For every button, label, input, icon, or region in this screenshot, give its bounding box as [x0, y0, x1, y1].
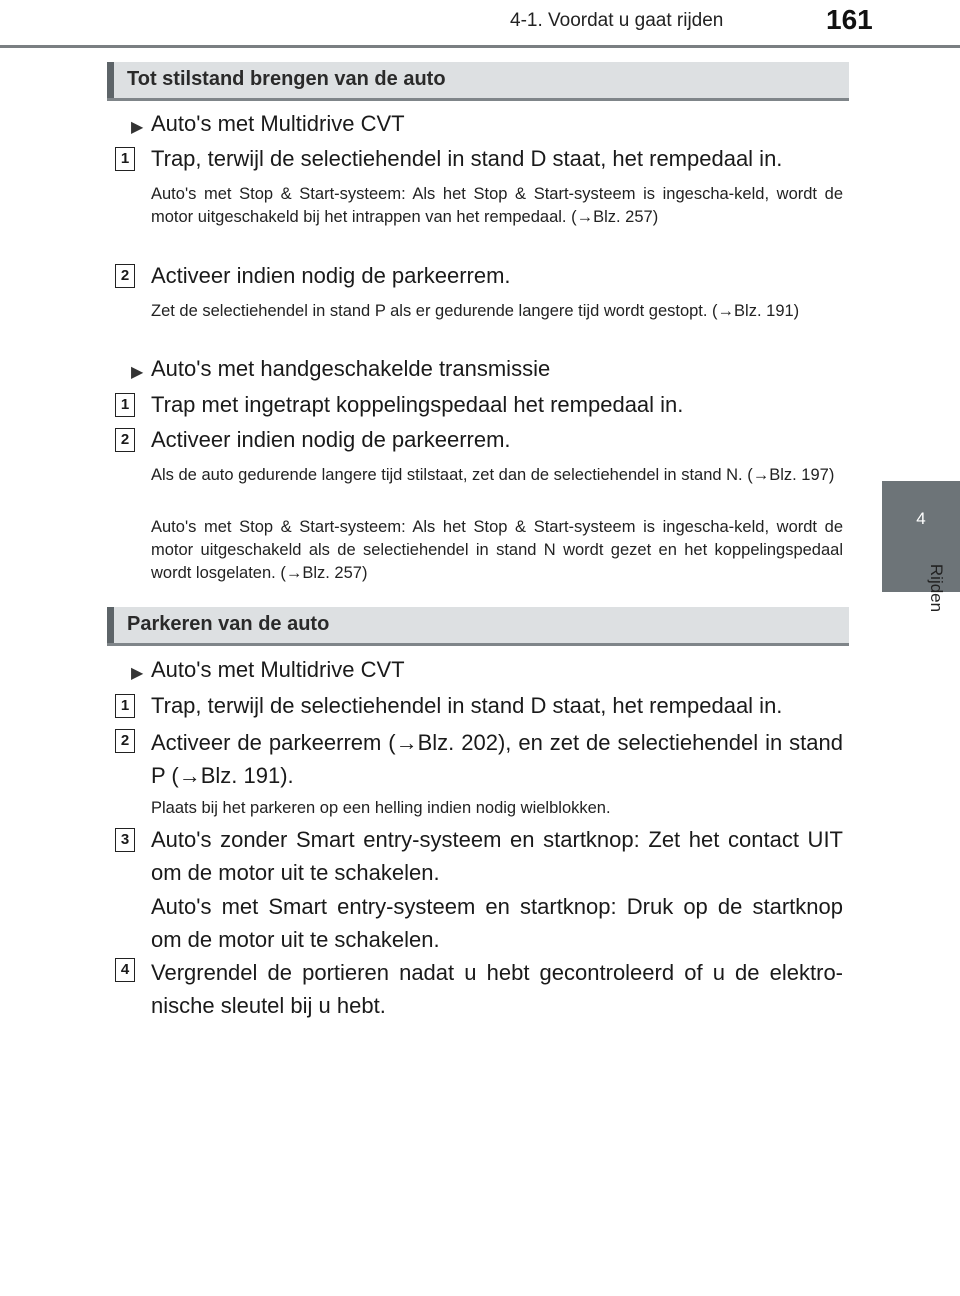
step-number: 1: [115, 694, 135, 718]
step-note: Plaats bij het parkeren op een helling indien nodig wielblokken.: [151, 799, 611, 817]
bullet-arrow-icon: ▶: [131, 364, 144, 381]
section-header-stopping: [107, 62, 849, 101]
chapter-label: Rijden: [927, 563, 946, 613]
step-text: Vergrendel de portieren nadat u hebt gecontroleerd of u de elektro-nische sleutel bij u hebt.: [151, 960, 843, 1018]
chapter-tab: [882, 481, 960, 592]
page-number: 161: [826, 4, 873, 35]
section-title: Tot stilstand brengen van de auto: [127, 68, 446, 90]
step-note: Auto's met Stop & Start-systeem: Als het Stop & Start-systeem is ingescha-keld, wordt de motor uitgeschakeld bij het intrappen van het rempedaal. (→Blz. 257): [151, 185, 843, 226]
step-number: 1: [115, 147, 135, 171]
step-number: 4: [115, 958, 135, 982]
chapter-number: 4: [916, 509, 926, 528]
step-note: Zet de selectiehendel in stand P als er gedurende langere tijd wordt gestopt. (→Blz. 191): [151, 302, 800, 320]
step-number: 2: [115, 264, 135, 288]
subheading-manual: Auto's met handgeschakelde transmissie: [151, 356, 551, 381]
step-number: 2: [115, 729, 135, 753]
step-note: Auto's met Stop & Start-systeem: Als het Stop & Start-systeem is ingescha-keld, wordt de motor uitgeschakeld als de selectiehendel in stand N wordt gezet en het koppelingspedaal wordt losgelaten. (→Blz. 257): [151, 518, 843, 582]
step-number: 1: [115, 393, 135, 417]
bullet-arrow-icon: ▶: [131, 665, 144, 682]
step-text: Activeer de parkeerrem (→Blz. 202), en zet de selectiehendel in stand P (→Blz. 191).: [151, 730, 843, 788]
step-text: Auto's met Smart entry-systeem en startknop: Druk op de startknop om de motor uit te schakelen.: [151, 894, 843, 952]
step-text: Trap, terwijl de selectiehendel in stand D staat, het rempedaal in.: [151, 693, 783, 718]
step-text: Trap, terwijl de selectiehendel in stand D staat, het rempedaal in.: [151, 146, 783, 171]
step-note: Als de auto gedurende langere tijd stilstaat, zet dan de selectiehendel in stand N. (→Blz. 197): [151, 466, 835, 484]
bullet-arrow-icon: ▶: [131, 119, 144, 136]
header-divider: [0, 45, 960, 48]
step-text: Activeer indien nodig de parkeerrem.: [151, 263, 511, 288]
section-header-parking: [107, 607, 849, 646]
subheading-cvt: Auto's met Multidrive CVT: [151, 111, 405, 136]
running-header: 4-1. Voordat u gaat rijden: [510, 10, 724, 31]
step-number: 3: [115, 828, 135, 852]
subheading-cvt: Auto's met Multidrive CVT: [151, 657, 405, 682]
section-title: Parkeren van de auto: [127, 613, 330, 635]
step-number: 2: [115, 428, 135, 452]
step-text: Trap met ingetrapt koppelingspedaal het rempedaal in.: [151, 392, 684, 417]
step-text: Activeer indien nodig de parkeerrem.: [151, 427, 511, 452]
step-text: Auto's zonder Smart entry-systeem en startknop: Zet het contact UIT om de motor uit te schakelen.: [151, 827, 843, 885]
